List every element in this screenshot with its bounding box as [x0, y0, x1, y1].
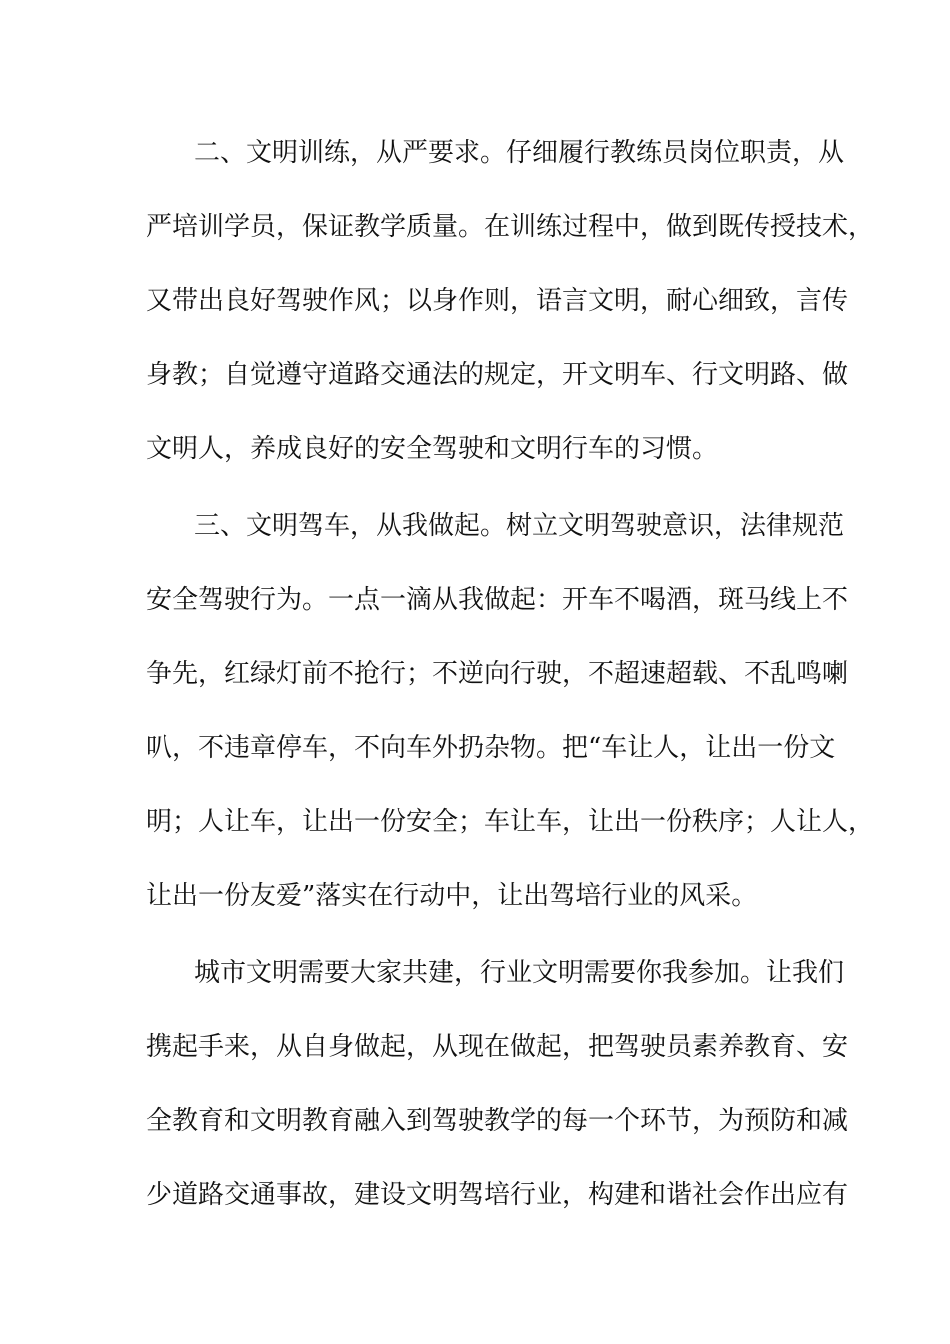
paragraph-3-line-1: 三、文明驾车，从我做起。树立文明驾驶意识，法律规范 — [194, 511, 845, 541]
paragraph-2-line-5: 文明人，养成良好的安全驾驶和文明行车的习惯。 — [146, 434, 719, 464]
paragraph-2-line-2: 严培训学员，保证教学质量。在训练过程中，做到既传授技术， — [146, 212, 875, 242]
paragraph-3-line-4: 叭，不违章停车，不向车外扔杂物。把“车让人，让出一份文 — [146, 733, 836, 763]
paragraph-3-line-5: 明；人让车，让出一份安全；车让车，让出一份秩序；人让人， — [146, 807, 875, 837]
paragraph-4-line-4: 少道路交通事故，建设文明驾培行业，构建和谐社会作出应有 — [146, 1180, 849, 1210]
paragraph-3-line-3: 争先，红绿灯前不抢行；不逆向行驶，不超速超载、不乱鸣喇 — [146, 659, 849, 689]
paragraph-3-line-6: 让出一份友爱”落实在行动中，让出驾培行业的风采。 — [146, 881, 758, 911]
paragraph-2-line-3: 又带出良好驾驶作风；以身作则，语言文明，耐心细致，言传 — [146, 286, 849, 316]
paragraph-2-line-4: 身教；自觉遵守道路交通法的规定，开文明车、行文明路、做 — [146, 360, 849, 390]
paragraph-4-line-3: 全教育和文明教育融入到驾驶教学的每一个环节，为预防和减 — [146, 1106, 849, 1136]
paragraph-4-line-1: 城市文明需要大家共建，行业文明需要你我参加。让我们 — [194, 958, 845, 988]
paragraph-2-line-1: 二、文明训练，从严要求。仔细履行教练员岗位职责，从 — [194, 138, 845, 168]
paragraph-4-line-2: 携起手来，从自身做起，从现在做起，把驾驶员素养教育、安 — [146, 1032, 849, 1062]
paragraph-3-line-2: 安全驾驶行为。一点一滴从我做起：开车不喝酒，斑马线上不 — [146, 585, 849, 615]
